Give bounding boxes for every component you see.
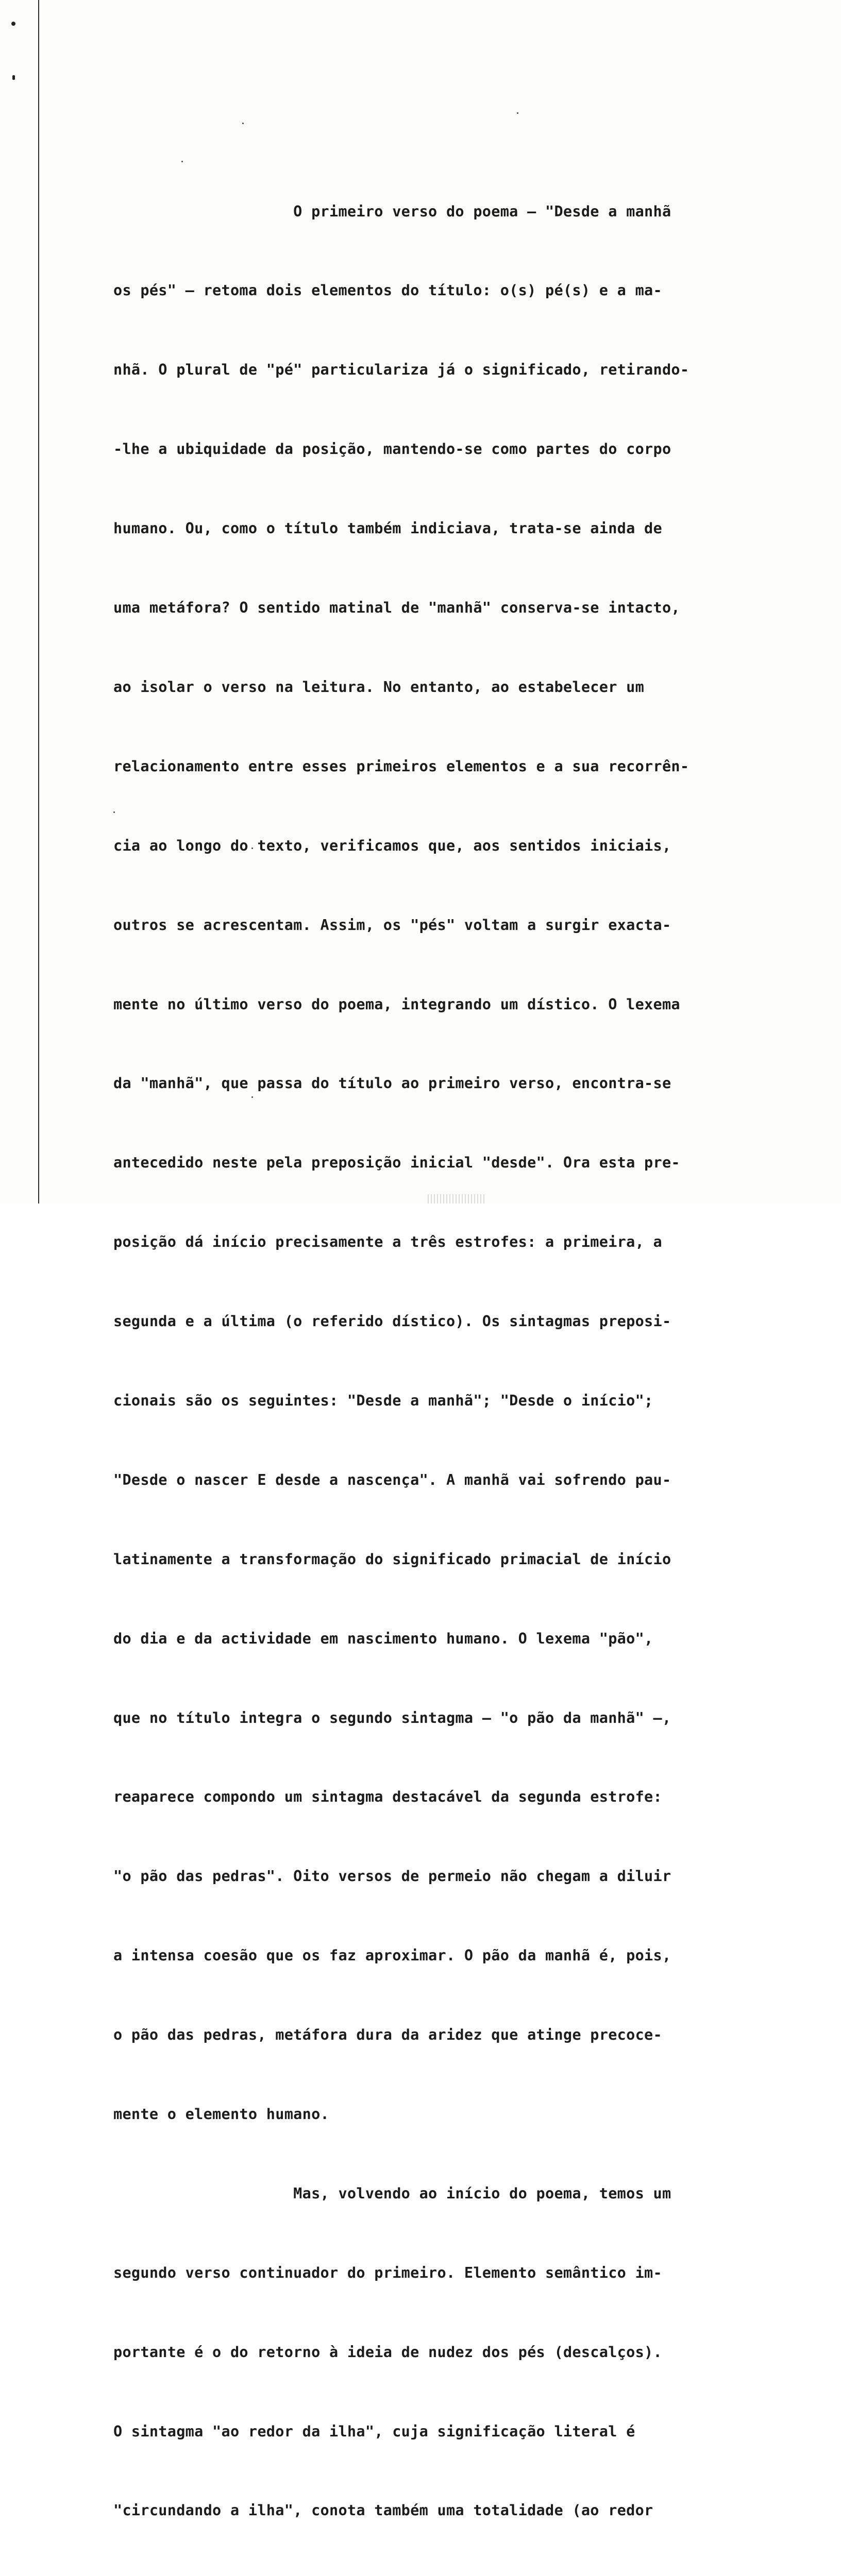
- text-line: -lhe a ubiquidade da posição, mantendo-se como partes do corpo: [113, 440, 671, 458]
- text-line: O primeiro verso do poema — "Desde a manhã: [113, 202, 671, 220]
- binding-edge-line: [38, 0, 39, 1204]
- text-line: cionais são os seguintes: "Desde a manhã"; "Desde o início";: [113, 1392, 653, 1409]
- text-line: os pés" — retoma dois elementos do título: o(s) pé(s) e a ma-: [113, 282, 662, 299]
- text-line: portante é o do retorno à ideia de nudez dos pés (descalços).: [113, 2343, 662, 2361]
- text-line: latinamente a transformação do significado primacial de início: [113, 1550, 671, 1568]
- text-line: segundo verso continuador do primeiro. Elemento semântico im-: [113, 2264, 662, 2281]
- text-line: ao isolar o verso na leitura. No entanto, ao estabelecer um: [113, 678, 645, 696]
- scan-speck: [517, 112, 518, 114]
- text-line: posição dá início precisamente a três estrofes: a primeira, a: [113, 1233, 662, 1251]
- text-line: que no título integra o segundo sintagma — "o pão da manhã" —,: [113, 1709, 671, 1726]
- text-line: uma metáfora? O sentido matinal de "manhã" conserva-se intacto,: [113, 599, 680, 617]
- text-line: antecedido neste pela preposição inicial "desde". Ora esta pre-: [113, 1154, 680, 1172]
- scan-smudge: [428, 1194, 484, 1204]
- text-line: cia ao longo do texto, verificamos que, aos sentidos iniciais,: [113, 837, 671, 854]
- scan-speck: [242, 123, 244, 124]
- text-line: mente o elemento humano.: [113, 2105, 330, 2123]
- text-line: relacionamento entre esses primeiros elementos e a sua recorrên-: [113, 757, 689, 775]
- text-line: outros se acrescentam. Assim, os "pés" voltam a surgir exacta-: [113, 916, 671, 934]
- punch-hole-mark: [12, 75, 15, 80]
- text-line: do dia e da actividade em nascimento humano. O lexema "pão",: [113, 1630, 653, 1647]
- punch-hole-mark: [11, 22, 15, 26]
- text-line: "o pão das pedras". Oito versos de permeio não chegam a diluir: [113, 1868, 671, 1885]
- text-line: O sintagma "ao redor da ilha", cuja significação literal é: [113, 2422, 635, 2440]
- text-line: mente no último verso do poema, integrando um dístico. O lexema: [113, 995, 680, 1013]
- text-line: reaparece compondo um sintagma destacável da segunda estrofe:: [113, 1788, 662, 1806]
- text-line: a intensa coesão que os faz aproximar. O pão da manhã é, pois,: [113, 1947, 671, 1964]
- text-line: "circundando a ilha", conota também uma totalidade (ao redor: [113, 2502, 653, 2519]
- body-text: [113, 145, 783, 2576]
- text-line: da "manhã", que passa do título ao primeiro verso, encontra-se: [113, 1075, 671, 1092]
- text-line: humano. Ou, como o título também indiciava, trata-se ainda de: [113, 520, 662, 537]
- text-line: "Desde o nascer E desde a nascença". A manhã vai sofrendo pau-: [113, 1471, 671, 1488]
- text-line: nhã. O plural de "pé" particulariza já o significado, retirando-: [113, 361, 689, 379]
- text-line: Mas, volvendo ao início do poema, temos um: [113, 2184, 671, 2202]
- text-line: segunda e a última (o referido dístico). Os sintagmas preposi-: [113, 1313, 671, 1330]
- text-line: o pão das pedras, metáfora dura da aridez que atinge precoce-: [113, 2026, 662, 2044]
